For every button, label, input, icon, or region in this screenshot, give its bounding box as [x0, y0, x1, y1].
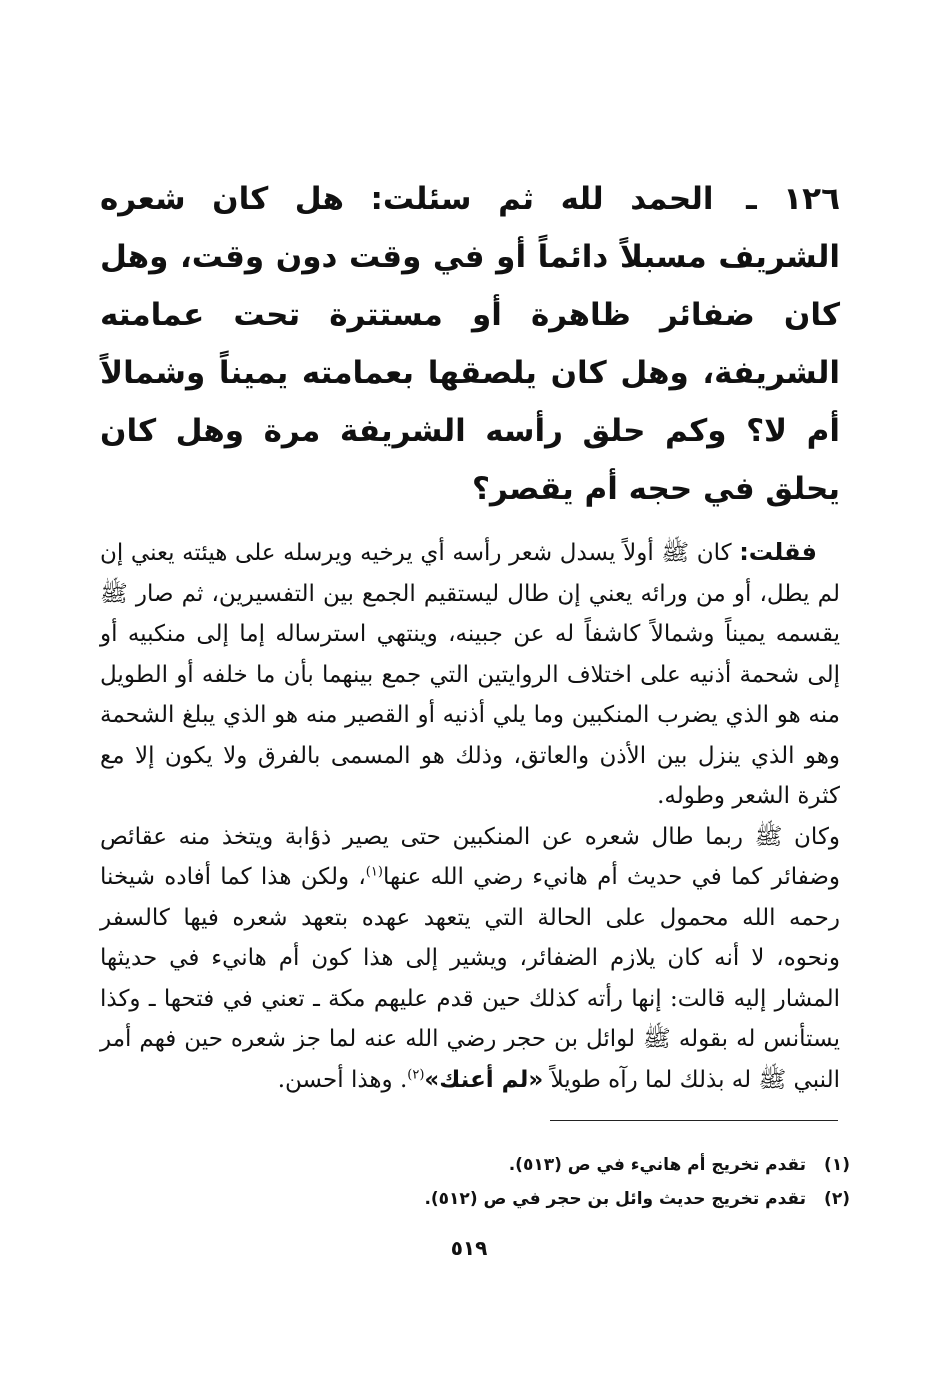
footnote-number: (١)	[824, 1155, 850, 1175]
answer-paragraph-2	[100, 817, 840, 1101]
footnote-2	[110, 1182, 850, 1216]
hadith-quote: «لم أعنك»	[424, 1066, 544, 1093]
answer-paragraph-1	[100, 532, 840, 817]
page-body	[100, 170, 840, 1100]
answer-section	[100, 532, 840, 1100]
question-paragraph	[100, 170, 840, 518]
footnote-ref-1[interactable]: (١)	[365, 864, 383, 880]
page-number: ٥١٩	[450, 1236, 488, 1260]
answer-lead: فقلت:	[739, 538, 817, 566]
question-praise: الحمد لله ثم سئلت:	[370, 181, 714, 217]
answer-text-2b: ، ولكن هذا كما أفاده شيخنا رحمه الله محمول على الحالة التي يتعهد عهده بتعهد شعره فيها كالسفر ونحوه، لا أنه كان يلازم الضفائر، ويشير إلى هذا كون أم هانيء في حديثها المشار إليه قالت: إنها رأته كذلك حين قدم عليهم مكة ـ تعني في فتحها ـ وكذا يستأنس له بقوله ﷺ لوائل بن حجر رضي الله عنه لما جز شعره حين فهم أمر النبي ﷺ له بذلك لما رآه طويلاً	[100, 864, 840, 1093]
footnote-1	[110, 1148, 850, 1182]
answer-text-2c: . وهذا أحسن.	[277, 1066, 408, 1093]
question-text: هل كان شعره الشريف مسبلاً دائماً أو في وقت دون وقت، وهل كان ضفائر ظاهرة أو مستترة تحت عمامته الشريفة، وهل كان يلصقها بعمامته يميناً وشمالاً أم لا؟ وكم حلق رأسه الشريفة مرة وهل كان يحلق في حجه أم يقصر؟	[100, 181, 840, 507]
answer-text-2a: وكان ﷺ ربما طال شعره عن المنكبين حتى يصير ذؤابة ويتخذ منه عقائص وضفائر كما في حديث أم هانيء رضي الله عنها	[100, 823, 840, 890]
footnote-text: تقدم تخريج حديث وائل بن حجر في ص (٥١٢).	[424, 1189, 807, 1209]
answer-text-1: كان ﷺ أولاً يسدل شعر رأسه أي يرخيه ويرسله على هيئته يعني إن لم يطل، أو من ورائه يعني إن طال ليستقيم الجمع بين التفسيرين، ثم صار ﷺ يقسمه يميناً وشمالاً كاشفاً له عن جبينه، وينتهي استرساله إما إلى منكبيه أو إلى شحمة أذنيه على اختلاف الروايتين التي جمع بينهما بأن ما خلفه أو الطويل منه هو الذي يضرب المنكبين وما يلي أذنيه أو القصير منه هو الذي يبلغ الشحمة وهو الذي ينزل بين الأذن والعاتق، وذلك هو المسمى بالفرق ولا يكون إلا مع كثرة الشعر وطوله.	[100, 540, 840, 809]
footnote-number: (٢)	[824, 1189, 850, 1209]
question-number: ١٢٦ ـ	[746, 181, 841, 217]
footnote-ref-2[interactable]: (٢)	[407, 1066, 425, 1082]
footnote-text: تقدم تخريج أم هانيء في ص (٥١٣).	[508, 1155, 807, 1175]
footnotes	[110, 1148, 850, 1216]
footnote-divider	[550, 1120, 838, 1121]
